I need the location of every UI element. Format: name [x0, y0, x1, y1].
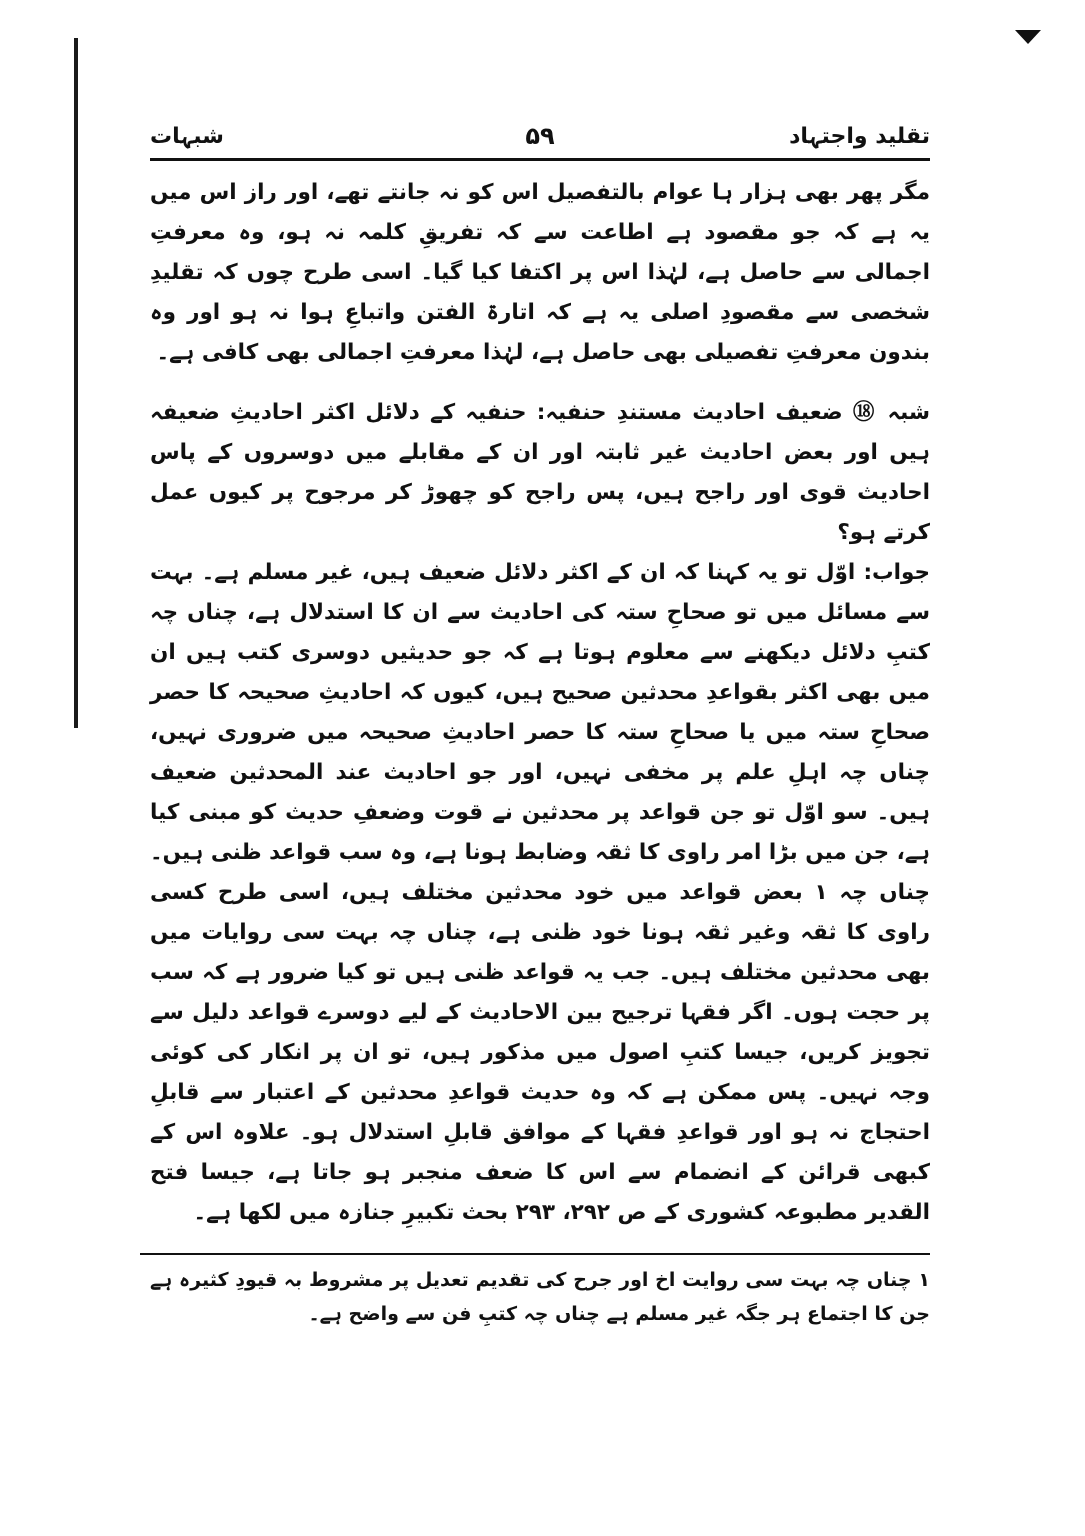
corner-arrow-icon: [1015, 30, 1041, 44]
footnote-divider: [140, 1253, 930, 1255]
scan-edge-line: [74, 38, 78, 728]
page-number: ۵۹: [525, 122, 555, 150]
book-title: تقلید واجتہاد: [789, 124, 930, 149]
paragraph-answer: جواب: اوّل تو یہ کہنا کہ ان کے اکثر دلائل ضعیف ہیں، غیر مسلم ہے۔ بہت سے مسائل میں تو صحاحِ ستہ کی احادیث سے ان کا استدلال ہے، چناں چہ کتبِ دلائل دیکھنے سے معلوم ہوتا ہے کہ جو حدیثیں دوسری کتب ہیں ان میں بھی اکثر بقواعدِ محدثین صحیح ہیں، کیوں کہ احادیثِ صحیحہ کا حصر صحاحِ ستہ میں یا صحاحِ ستہ کا حصر احادیثِ صحیحہ میں ضروری نہیں، چناں چہ اہلِ علم پر مخفی نہیں، اور جو احادیث عند المحدثین ضعیف ہیں۔ سو اوّل تو جن قواعد پر محدثین نے قوت وضعفِ حدیث کو مبنی کیا ہے، جن میں بڑا امر راوی کا ثقہ وضابط ہونا ہے، وہ سب قواعد ظنی ہیں۔ چناں چہ ۱ بعض قواعد میں خود محدثین مختلف ہیں، اسی طرح کسی راوی کا ثقہ وغیر ثقہ ہونا خود ظنی ہے، چناں چہ بہت سی روایات میں بھی محدثین مختلف ہیں۔ جب یہ قواعد ظنی ہیں تو کیا ضرور ہے کہ سب پر حجت ہوں۔ اگر فقہا ترجیح بین الاحادیث کے لیے دوسرے قواعد دلیل سے تجویز کریں، جیسا کتبِ اصول میں مذکور ہیں، تو ان پر انکار کی کوئی وجہ نہیں۔ پس ممکن ہے کہ وہ حدیث قواعدِ محدثین کے اعتبار سے قابلِ احتجاج نہ ہو اور قواعدِ فقہا کے موافق قابلِ استدلال ہو۔ علاوہ اس کے کبھی قرائن کے انضمام سے اس کا ضعف منجبر ہو جاتا ہے، جیسا فتح القدیر مطبوعہ کشوری کے ص ۲۹۲، ۲۹۳ بحث تکبیرِ جنازہ میں لکھا ہے۔: [150, 560, 930, 1225]
body-text: [150, 173, 930, 1233]
chapter-title: شبہات: [150, 124, 224, 149]
footnote-text: ۱ چناں چہ بہت سی روایت اخ اور جرح کی تقدیم تعدیل پر مشروط بہ قیودِ کثیرہ ہے جن کا اجتماع ہر جگہ غیر مسلم ہے چناں چہ کتبِ فن سے واضح ہے۔: [150, 1269, 930, 1325]
running-header: [150, 118, 930, 161]
book-page: [150, 118, 930, 1331]
footnote: [150, 1263, 930, 1331]
paragraph-doubt-18: شبہ ⑱ ضعیف احادیث مستندِ حنفیہ: حنفیہ کے دلائل اکثر احادیثِ ضعیفہ ہیں اور بعض احادیث غیر ثابتہ اور ان کے مقابلے میں دوسروں کے پاس احادیث قوی اور راجح ہیں، پس راجح کو چھوڑ کر مرجوح پر کیوں عمل کرتے ہو؟: [150, 400, 930, 545]
paragraph-intro: مگر پھر بھی ہزار ہا عوام بالتفصیل اس کو نہ جانتے تھے، اور راز اس میں یہ ہے کہ جو مقصود ہے اطاعت سے کہ تفریقِ کلمہ نہ ہو، وہ معرفتِ اجمالی سے حاصل ہے، لہٰذا اس پر اکتفا کیا گیا۔ اسی طرح چوں کہ تقلیدِ شخصی سے مقصودِ اصلی یہ ہے کہ اتارۃ الفتن واتباعِ ہوا نہ ہو اور وہ بندون معرفتِ تفصیلی بھی حاصل ہے، لہٰذا معرفتِ اجمالی بھی کافی ہے۔: [150, 180, 930, 365]
